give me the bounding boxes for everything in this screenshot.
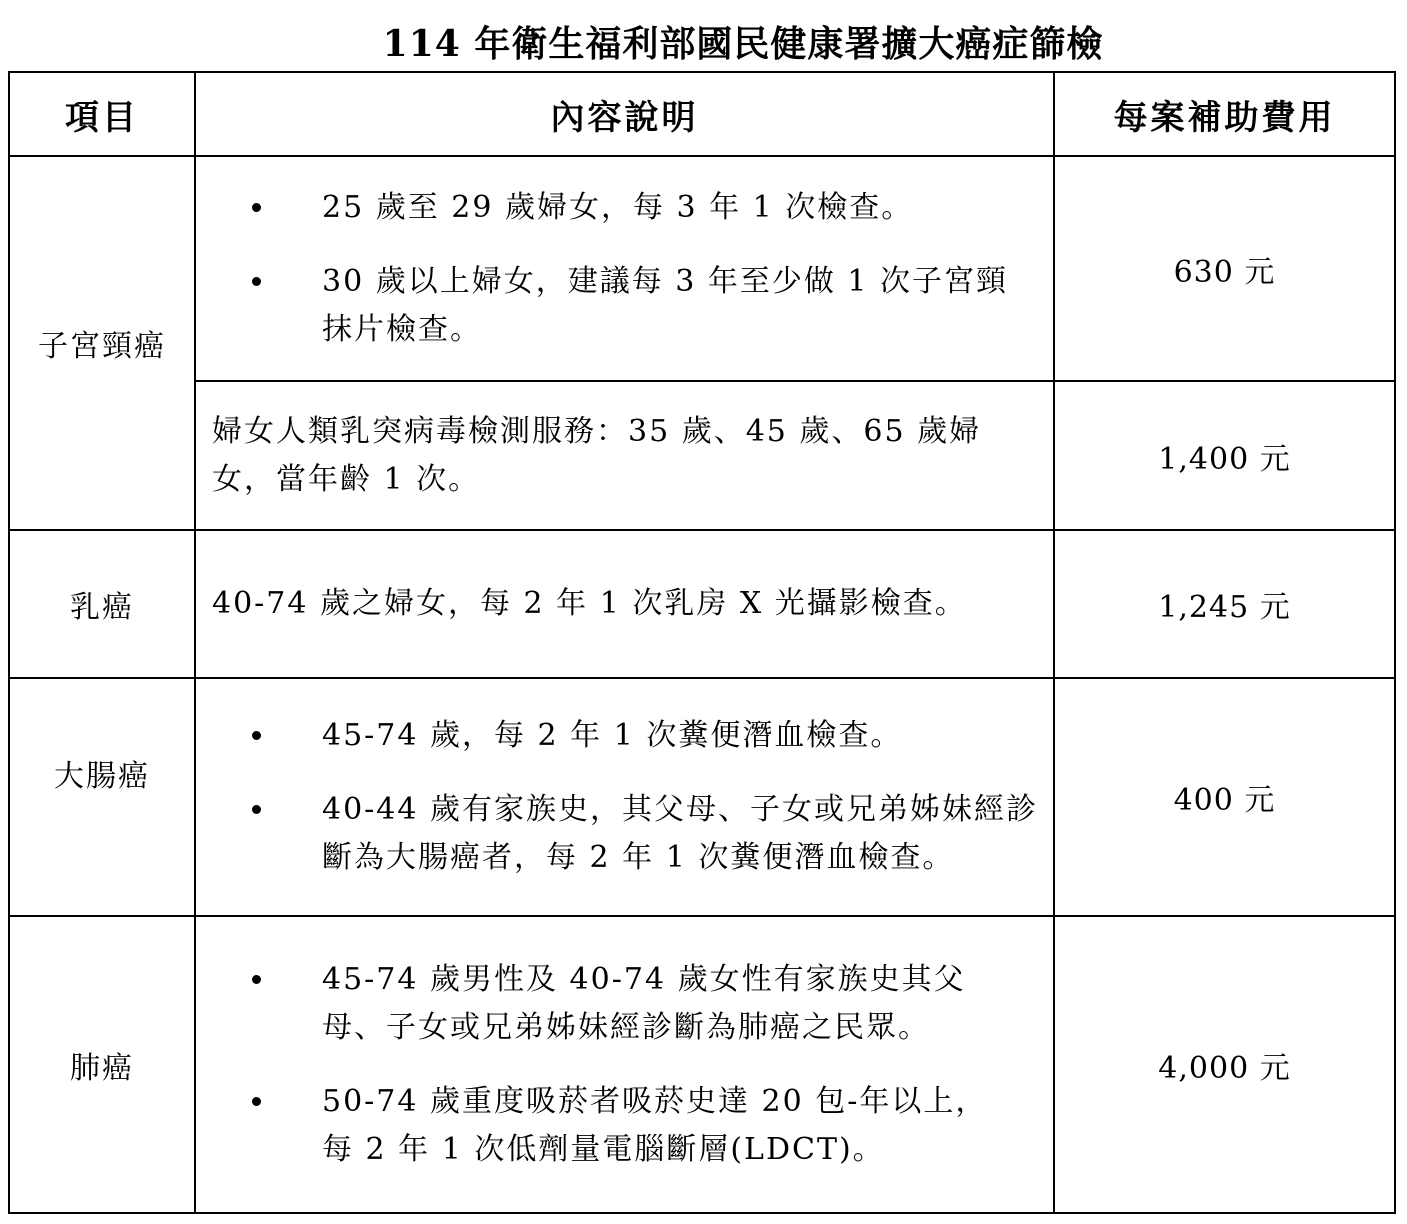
bullet-list	[196, 184, 1053, 354]
list-item-text: 30 歲以上婦女，建議每 3 年至少做 1 次子宮頸抹片檢查。	[322, 263, 1009, 347]
list-item	[252, 184, 1039, 232]
fee-colorectal: 400 元	[1054, 678, 1395, 916]
item-colorectal: 大腸癌	[9, 678, 195, 916]
table-row-colorectal	[9, 678, 1395, 916]
fee-cervical-hpv: 1,400 元	[1054, 381, 1395, 530]
item-breast: 乳癌	[9, 530, 195, 678]
list-item	[252, 786, 1039, 882]
bullet-icon	[252, 277, 261, 286]
list-item	[252, 712, 1039, 760]
list-item	[252, 1078, 1003, 1174]
bullet-list	[196, 712, 1053, 882]
page-title: 114 年衛生福利部國民健康署擴大癌症篩檢	[382, 23, 1104, 65]
bullet-list	[196, 956, 1053, 1174]
table-row-lung	[9, 916, 1395, 1213]
desc-breast	[195, 530, 1054, 678]
header-description: 內容說明	[195, 72, 1054, 156]
bullet-icon	[252, 731, 261, 740]
table-row-breast	[9, 530, 1395, 678]
desc-text: 婦女人類乳突病毒檢測服務：35 歲、45 歲、65 歲婦女，當年齡 1 次。	[212, 413, 982, 497]
header-item: 項目	[9, 72, 195, 156]
table-header-row	[9, 72, 1395, 156]
desc-cervical-pap	[195, 156, 1054, 381]
list-item-text: 40-44 歲有家族史，其父母、子女或兄弟姊妹經診斷為大腸癌者，每 2 年 1 次糞便潛血檢查。	[322, 792, 1039, 875]
bullet-icon	[252, 975, 261, 984]
list-item	[252, 258, 1039, 354]
fee-lung: 4,000 元	[1054, 916, 1395, 1213]
bullet-icon	[252, 1097, 261, 1106]
item-lung: 肺癌	[9, 916, 195, 1213]
list-item-text: 45-74 歲男性及 40-74 歲女性有家族史其父母、子女或兄弟姊妹經診斷為肺癌之民眾。	[322, 961, 966, 1045]
bullet-icon	[252, 805, 261, 814]
list-item-text: 50-74 歲重度吸菸者吸菸史達 20 包-年以上，每 2 年 1 次低劑量電腦斷層(LDCT)。	[322, 1083, 988, 1167]
fee-breast: 1,245 元	[1054, 530, 1395, 678]
desc-colorectal	[195, 678, 1054, 916]
list-item-text: 45-74 歲，每 2 年 1 次糞便潛血檢查。	[322, 718, 903, 753]
header-fee: 每案補助費用	[1054, 72, 1395, 156]
desc-text: 40-74 歲之婦女，每 2 年 1 次乳房 X 光攝影檢查。	[212, 586, 967, 621]
list-item	[252, 956, 1003, 1052]
table-row-cervical	[9, 156, 1395, 381]
screening-table	[8, 71, 1396, 1214]
list-item-text: 25 歲至 29 歲婦女，每 3 年 1 次檢查。	[322, 189, 914, 225]
fee-cervical-pap: 630 元	[1054, 156, 1395, 381]
desc-cervical-hpv	[195, 381, 1054, 530]
item-cervical: 子宮頸癌	[9, 156, 195, 530]
bullet-icon	[252, 203, 261, 212]
desc-lung	[195, 916, 1054, 1213]
table-row-hpv	[9, 381, 1395, 530]
